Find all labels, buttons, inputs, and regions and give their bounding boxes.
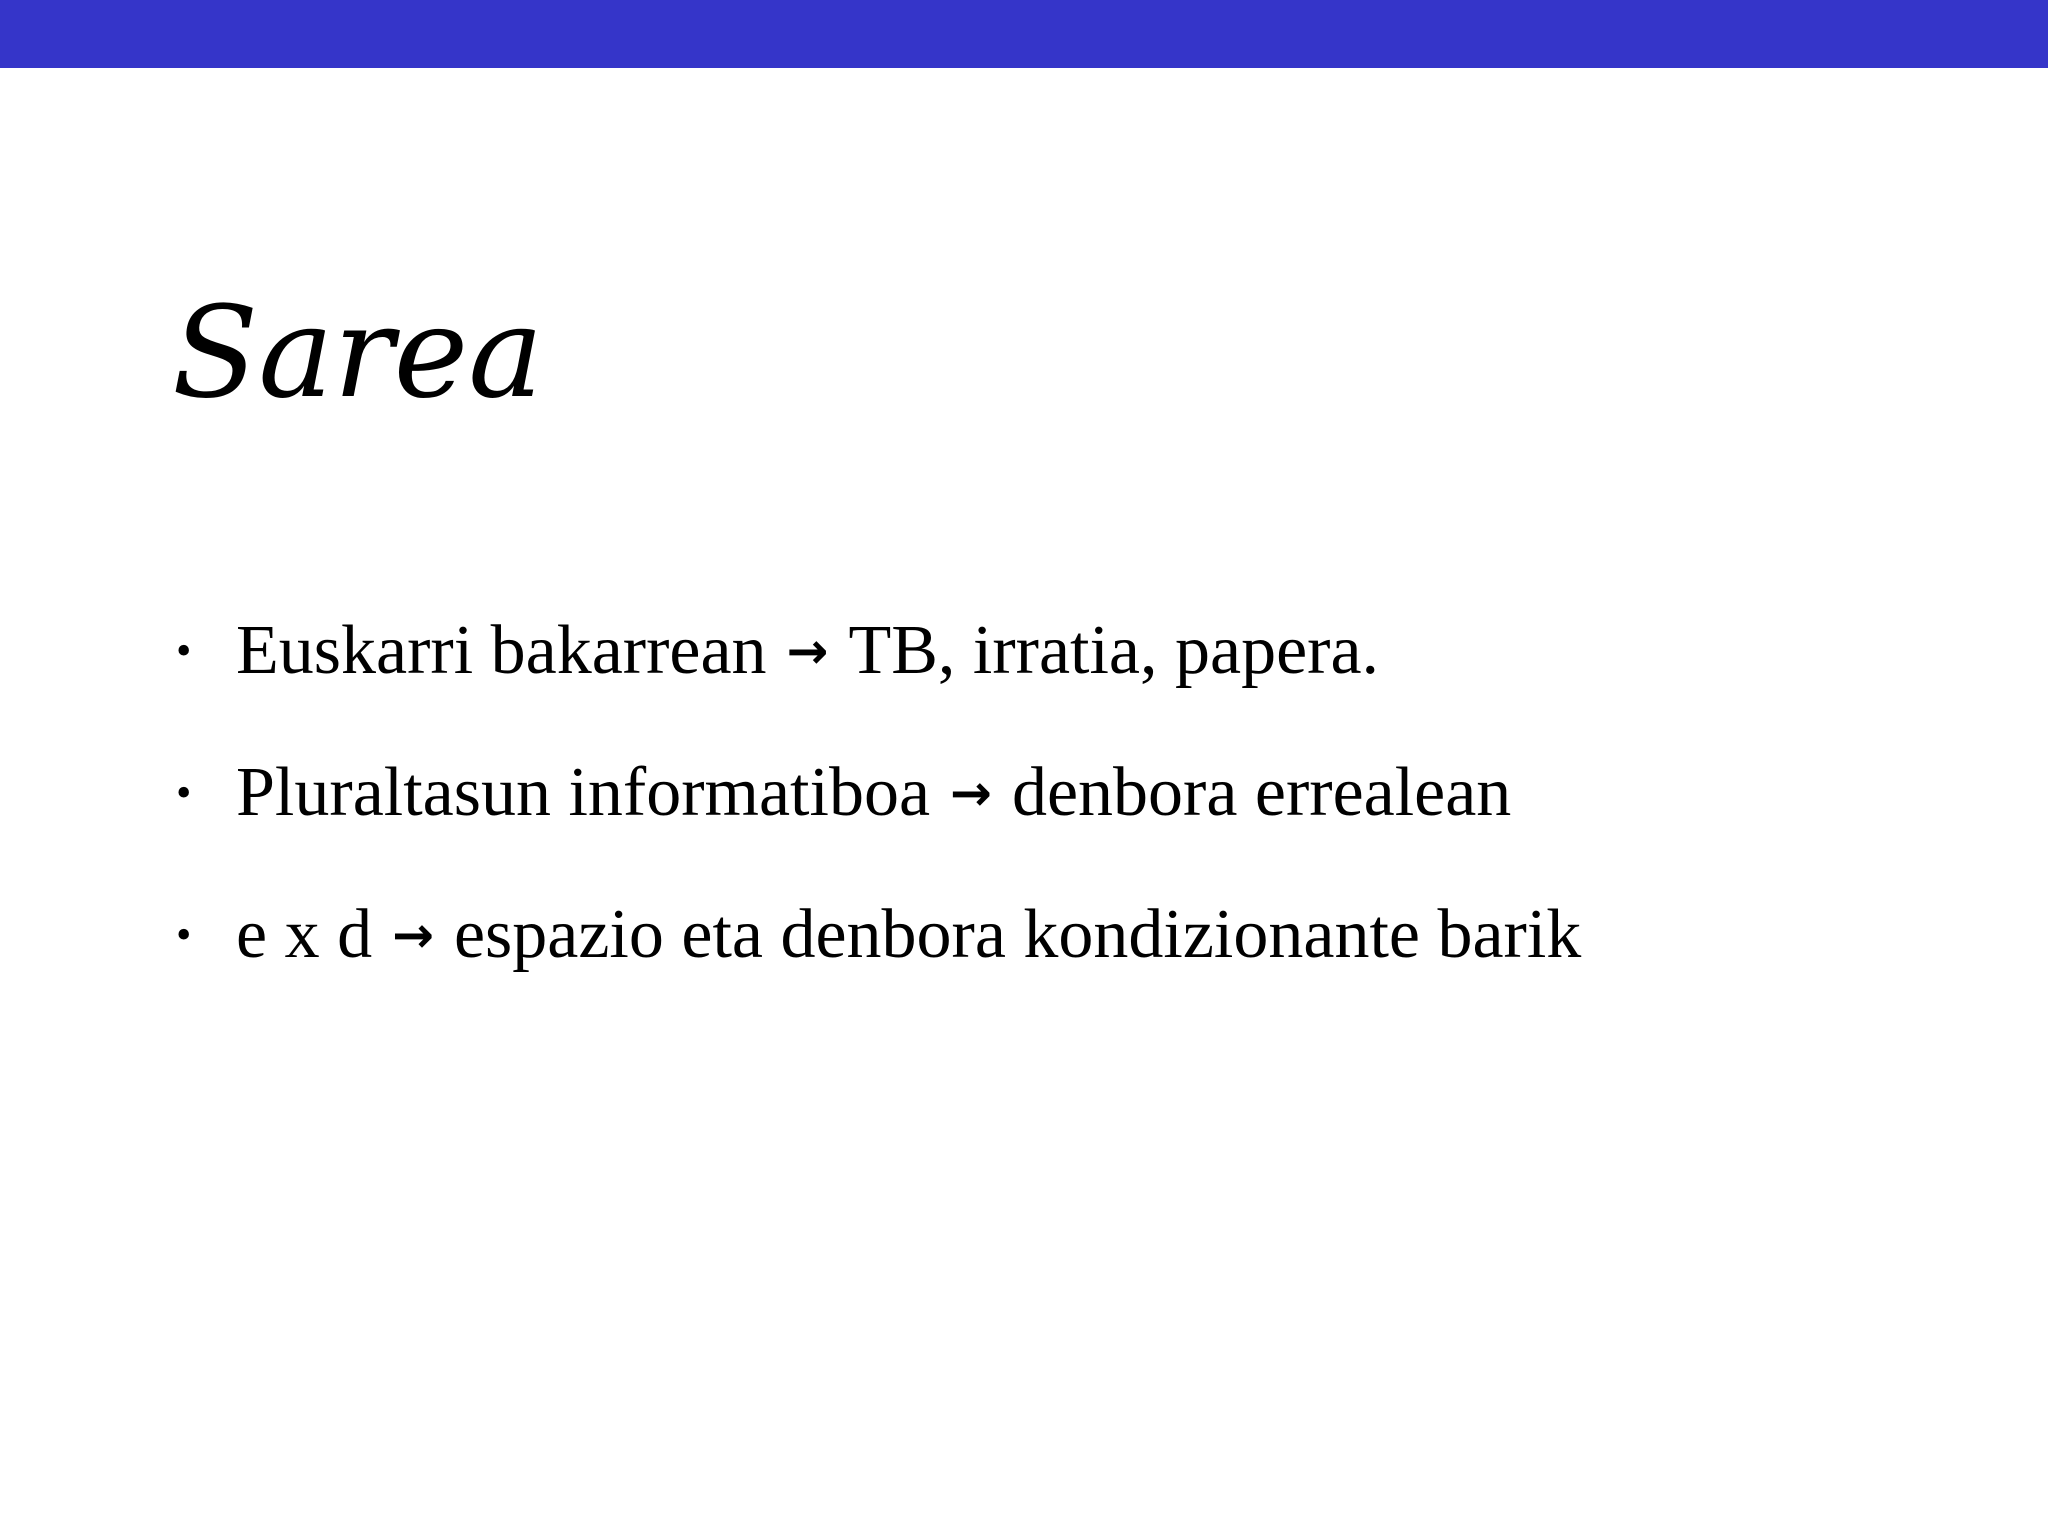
slide-title: Sarea [172,279,544,426]
bullet-text-before: Pluraltasun informatiboa [236,754,931,831]
bullet-text-after: espazio eta denbora kondizionante barik [453,896,1582,973]
bullet-text-after: TB, irratia, papera. [848,612,1380,689]
bullet-list [172,612,1972,1041]
bullet-marker: • [176,626,192,675]
bullet-marker: • [176,910,192,959]
bullet-marker: • [176,768,192,817]
bullet-text-before: e x d [236,896,373,973]
bullet-text-before: Euskarri bakarrean [236,612,767,689]
arrow-right-icon: → [786,622,829,680]
bullet-text-after: denbora errealean [1011,754,1512,831]
top-accent-band [0,0,2048,68]
arrow-right-icon: → [950,764,992,822]
bullet-item [172,612,1972,689]
arrow-right-icon: → [392,906,434,964]
bullet-item [172,896,1972,973]
bullet-item [172,754,1972,831]
